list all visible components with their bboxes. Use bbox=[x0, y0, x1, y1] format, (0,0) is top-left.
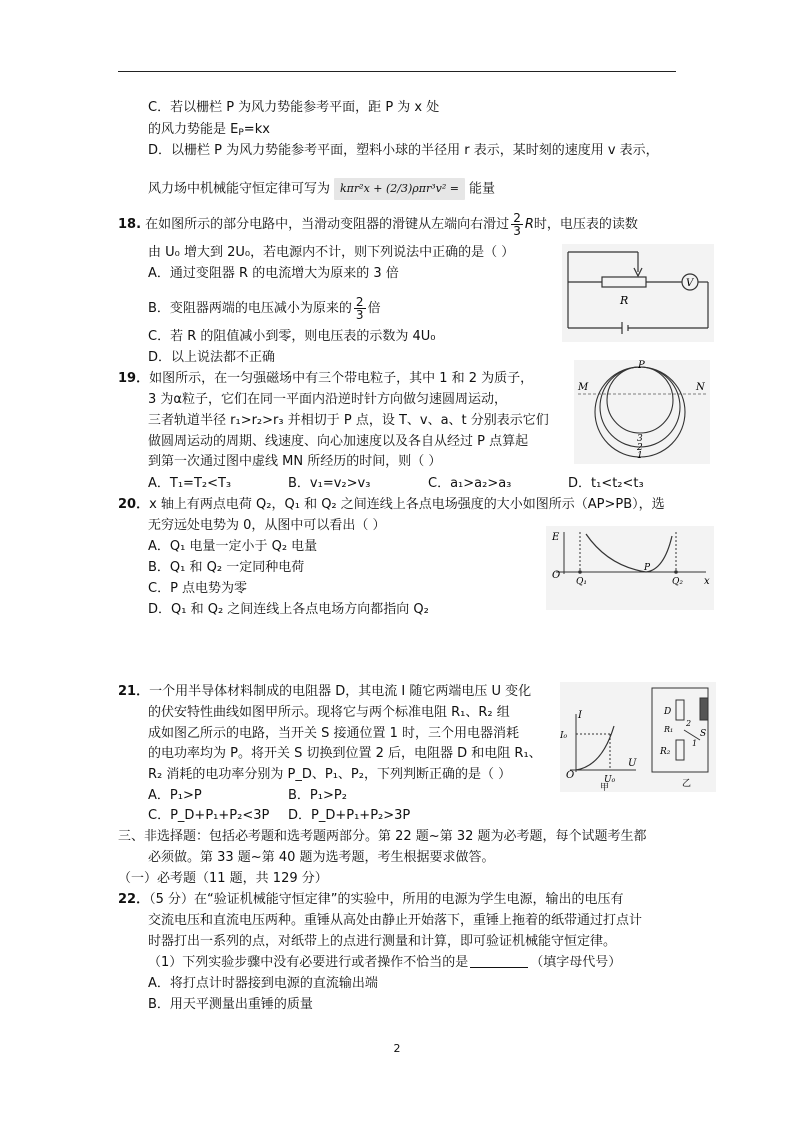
q17-option-d-line1: D．以栅栏 P 为风力势能参考平面，塑料小球的半径用 r 表示，某时刻的速度用 v 表示， bbox=[148, 143, 659, 158]
q21-stem-line4: 的电功率均为 P。将开关 S 切换到位置 2 后，电阻器 D 和电阻 R₁、 bbox=[148, 746, 542, 761]
fig-label-p: P bbox=[644, 563, 651, 573]
fig-label-r: R bbox=[620, 294, 629, 307]
fig-label-r2: R₂ bbox=[660, 747, 671, 757]
q18-option-c: C．若 R 的阻值减小到零，则电压表的示数为 4U₀ bbox=[148, 329, 436, 344]
fig-label-q1: Q₁ bbox=[576, 577, 587, 587]
q19-stem-line4: 做圆周运动的周期、线速度、向心加速度以及各自从经过 P 点算起 bbox=[148, 434, 529, 449]
q21-stem-line5: R₂ 消耗的电功率分别为 P_D、P₁、P₂，下列判断正确的是（ ） bbox=[148, 767, 512, 782]
q20-option-d: D．Q₁ 和 Q₂ 之间连线上各点电场方向都指向 Q₂ bbox=[148, 602, 429, 617]
q20-option-b: B．Q₁ 和 Q₂ 一定同种电荷 bbox=[148, 560, 305, 575]
q18-stem-line1: 18. 在如图所示的部分电路中，当滑动变阻器的滑键从左端向右滑过 $\frac{2}{3}$ R时，电压表的读数 bbox=[118, 211, 638, 238]
answer-blank[interactable] bbox=[470, 955, 528, 968]
fig-label-2: 2 bbox=[686, 719, 692, 728]
page-number: 2 bbox=[393, 1042, 401, 1055]
q22-option-a: A．将打点计时器接到电源的直流输出端 bbox=[148, 976, 378, 991]
q20-stem-line1: 20．x 轴上有两点电荷 Q₂，Q₁ 和 Q₂ 之间连线上各点电场强度的大小如图所示（AP>PB），选 bbox=[118, 497, 665, 512]
q21-option-b: B．P₁>P₂ bbox=[288, 788, 347, 803]
q18-option-a: A．通过变阻器 R 的电流增大为原来的 3 倍 bbox=[148, 266, 399, 281]
q21-option-c: C．P_D+P₁+P₂<3P bbox=[148, 808, 270, 823]
fig-label-q2: Q₂ bbox=[672, 577, 683, 587]
fig-label-jia: 甲 bbox=[600, 783, 610, 792]
fig-label-d: D bbox=[664, 707, 672, 717]
fig-label-i: I bbox=[578, 710, 582, 721]
q19-stem-line2: 3 为α粒子，它们在同一平面内沿逆时针方向做匀速圆周运动， bbox=[148, 392, 507, 407]
q19-stem-line1: 19．如图所示，在一匀强磁场中有三个带电粒子，其中 1 和 2 为质子， bbox=[118, 371, 534, 386]
energy-formula: kπr²x + (2/3)ρπr³v² = bbox=[334, 178, 465, 200]
q21-stem-line1: 21．一个用半导体材料制成的电阻器 D，其电流 I 随它两端电压 U 变化 bbox=[118, 684, 532, 699]
q17-option-d-line2: 风力场中机械能守恒定律可写为 kπr²x + (2/3)ρπr³v² = 能量 bbox=[148, 178, 495, 200]
q21-option-d: D．P_D+P₁+P₂>3P bbox=[288, 808, 411, 823]
fig-label-x: x bbox=[704, 576, 710, 587]
fig-label-p: P bbox=[638, 360, 645, 371]
fig-label-v: V bbox=[686, 278, 694, 289]
required-questions-heading: （一）必考题（11 题，共 129 分） bbox=[118, 871, 328, 886]
q19-option-d: D．t₁<t₂<t₃ bbox=[568, 476, 644, 491]
fig-label-u: U bbox=[628, 758, 637, 769]
q19-stem-line5: 到第一次通过图中虚线 MN 所经历的时间，则（ ） bbox=[148, 454, 442, 469]
q20-stem-line2: 无穷远处电势为 0，从图中可以看出（ ） bbox=[148, 518, 386, 533]
fig-label-2: 2 bbox=[637, 443, 643, 453]
fig-label-i0: I₀ bbox=[560, 731, 568, 741]
q22-stem-line2: 交流电压和直流电压两种。重锤从高处由静止开始落下，重锤上拖着的纸带通过打点计 bbox=[148, 913, 643, 928]
q21-option-a: A．P₁>P bbox=[148, 788, 202, 803]
fig-label-u0: U₀ bbox=[604, 775, 616, 785]
fig-label-o: O bbox=[566, 770, 575, 781]
q21-stem-line3: 成如图乙所示的电路，当开关 S 接通位置 1 时，三个用电器消耗 bbox=[148, 726, 520, 741]
fig-label-1: 1 bbox=[692, 739, 698, 748]
q22-option-b: B．用天平测量出重锤的质量 bbox=[148, 997, 313, 1012]
q20-option-a: A．Q₁ 电量一定小于 Q₂ 电量 bbox=[148, 539, 318, 554]
fig-label-o: O bbox=[552, 570, 561, 581]
q19-option-a: A．T₁=T₂<T₃ bbox=[148, 476, 232, 491]
fraction-two-thirds: $\frac{2}{3}$ bbox=[513, 211, 521, 238]
q19-option-c: C．a₁>a₂>a₃ bbox=[428, 476, 512, 491]
q20-field-figure bbox=[546, 526, 714, 610]
fig-label-n: N bbox=[696, 382, 705, 393]
q22-sub1: （1）下列实验步骤中没有必要进行或者操作不恰当的是 （填字母代号） bbox=[148, 955, 622, 970]
q17-option-c-line1: C．若以栅栏 P 为风力势能参考平面，距 P 为 x 处 bbox=[148, 100, 440, 115]
fig-label-yi: 乙 bbox=[682, 779, 692, 789]
section3-intro-line2: 必须做。第 33 题~第 40 题为选考题，考生根据要求做答。 bbox=[148, 850, 495, 865]
fig-label-s: S bbox=[700, 729, 707, 739]
fig-label-1: 1 bbox=[637, 451, 643, 461]
q17-option-c-line2: 的风力势能是 $E_P=kx$ bbox=[148, 122, 270, 138]
q18-option-d: D．以上说法都不正确 bbox=[148, 350, 276, 365]
q19-option-b: B．v₁=v₂>v₃ bbox=[288, 476, 371, 491]
q21-stem-line2: 的伏安特性曲线如图甲所示。现将它与两个标准电阻 R₁、R₂ 组 bbox=[148, 705, 510, 720]
q18-option-b: B．变阻器两端的电压减小为原来的 $\frac{2}{3}$ 倍 bbox=[148, 295, 381, 322]
section3-intro-line1: 三、非选择题：包括必考题和选考题两部分。第 22 题~第 32 题为必考题，每个试题考生都 bbox=[118, 829, 647, 844]
q19-stem-line3: 三者轨道半径 r₁>r₂>r₃ 并相切于 P 点，设 T、v、a、t 分别表示它们 bbox=[148, 413, 549, 428]
q21-figures bbox=[560, 682, 716, 792]
q18-circuit-figure bbox=[562, 244, 714, 342]
fig-label-e: E bbox=[552, 532, 560, 543]
fig-label-m: M bbox=[578, 382, 589, 393]
q18-stem-line2: 由 U₀ 增大到 2U₀，若电源内不计，则下列说法中正确的是（ ） bbox=[148, 245, 515, 260]
header-rule bbox=[118, 71, 676, 72]
fig-label-r1: R₁ bbox=[664, 725, 674, 734]
q20-option-c: C．P 点电势为零 bbox=[148, 581, 248, 596]
q22-stem-line3: 时器打出一系列的点，对纸带上的点进行测量和计算，即可验证机械能守恒定律。 bbox=[148, 934, 617, 949]
q22-stem-line1: 22．（5 分）在“验证机械能守恒定律”的实验中，所用的电源为学生电源，输出的电压有 bbox=[118, 892, 624, 907]
fig-label-3: 3 bbox=[637, 434, 643, 444]
q19-orbit-figure bbox=[574, 360, 710, 464]
